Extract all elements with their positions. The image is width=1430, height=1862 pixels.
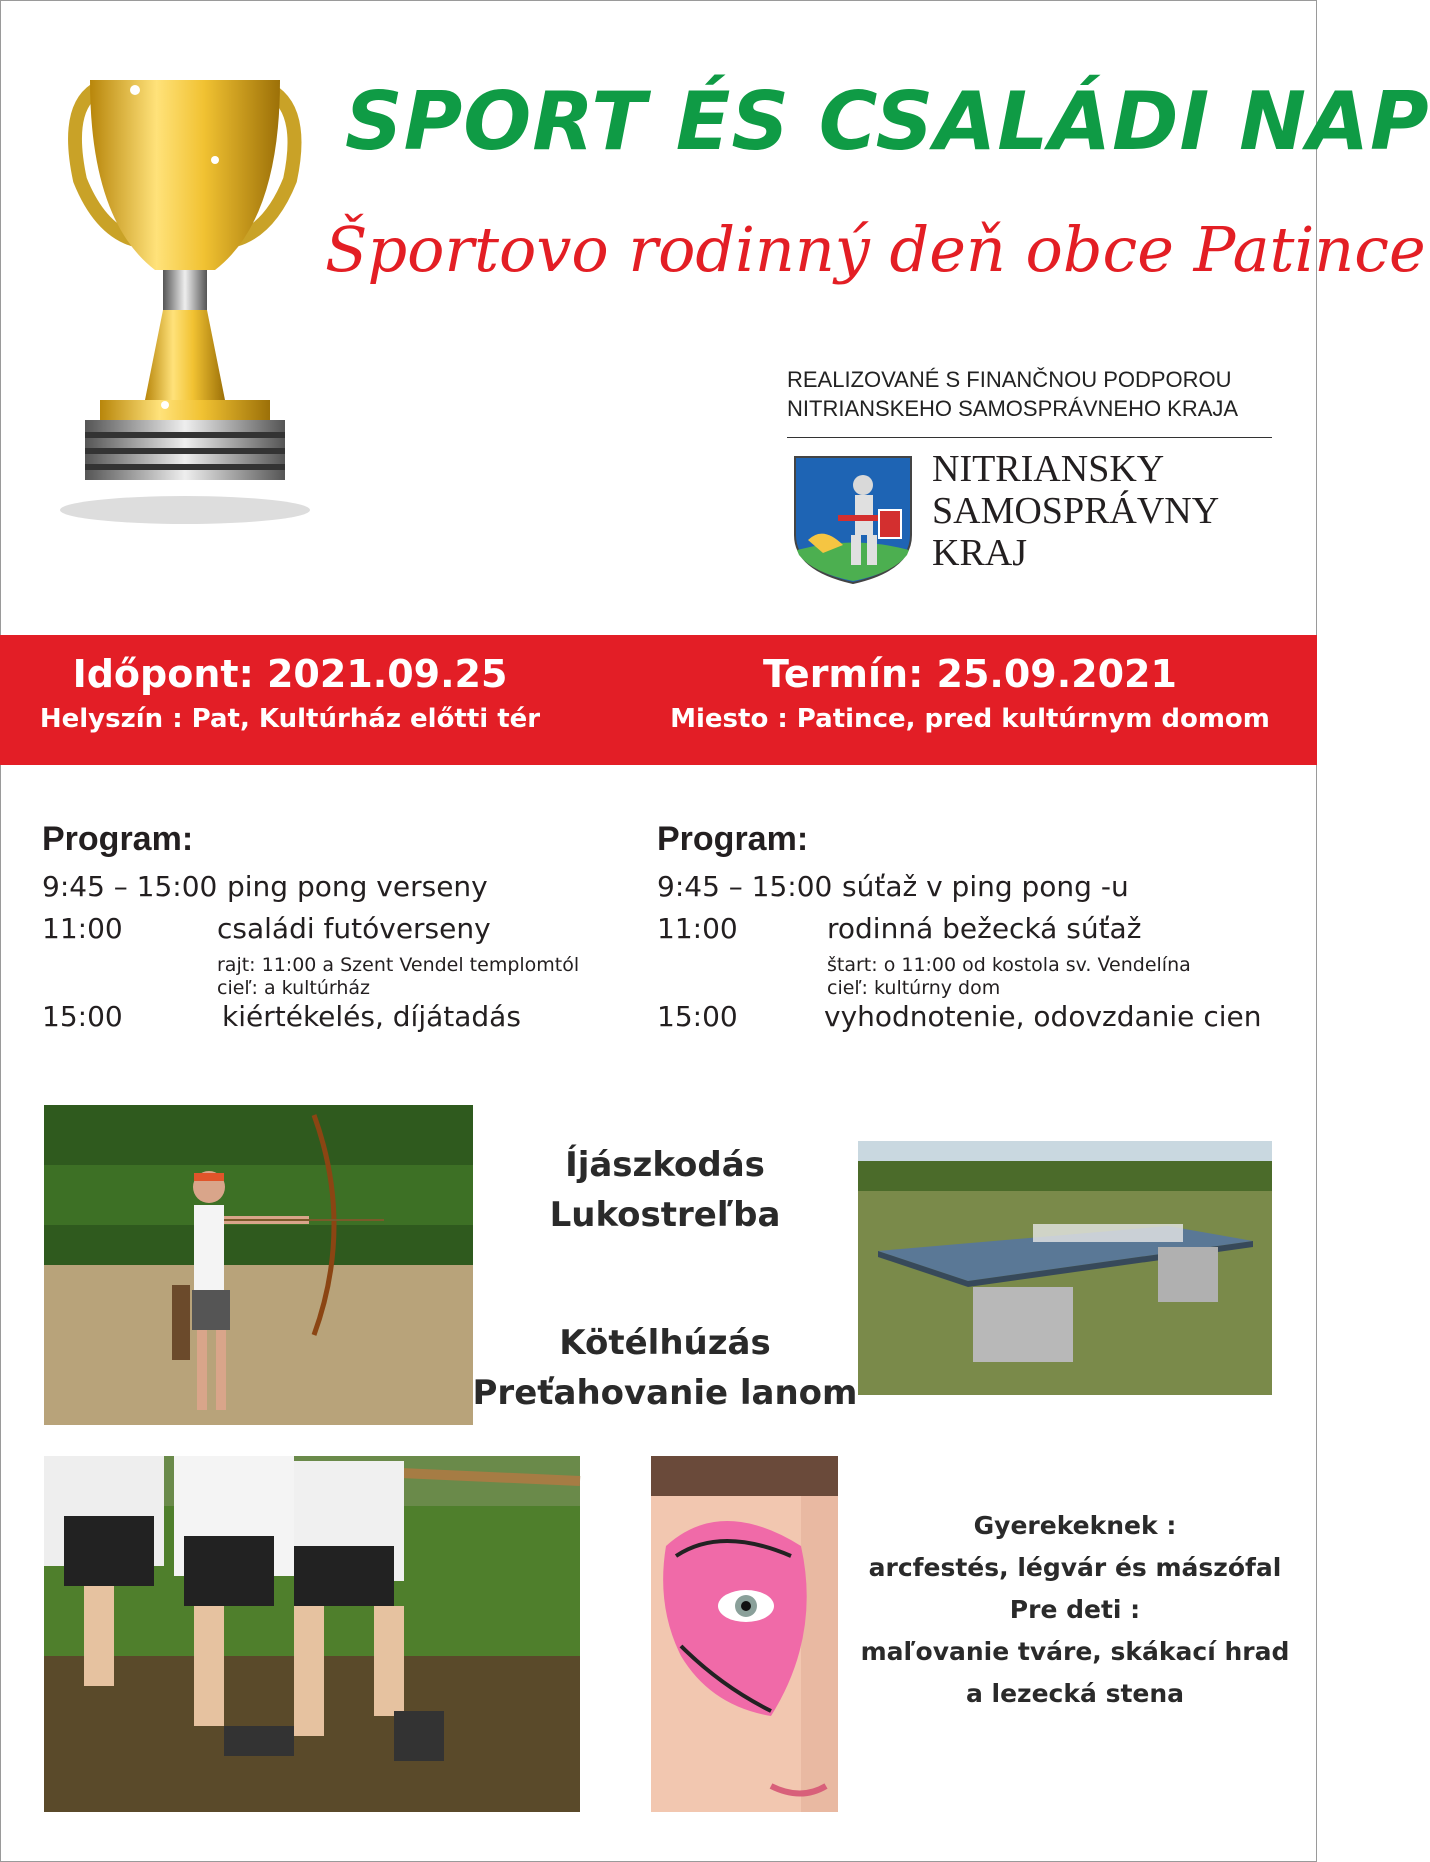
program-row <box>657 870 1297 912</box>
kids-text-sk-2: a lezecká stena <box>965 1679 1185 1708</box>
page-subtitle: Športovo rodinný deň obce Patince <box>325 213 1426 286</box>
program-row <box>42 870 622 912</box>
kids-heading-hu: Gyerekeknek : <box>973 1511 1177 1540</box>
activity-tug-hu: Kötélhúzás <box>559 1323 771 1363</box>
program-note <box>657 954 1297 1000</box>
kids-text-hu: arcfestés, légvár és mászófal <box>868 1553 1282 1582</box>
divider <box>787 437 1272 438</box>
program-time: 11:00 <box>42 912 123 945</box>
event-date-hu: Időpont: 2021.09.25 <box>72 652 508 696</box>
funding-line-2: NITRIANSKEHO SAMOSPRÁVNEHO KRAJA <box>787 396 1239 421</box>
ping-pong-table-photo <box>858 1141 1272 1395</box>
program-time: 15:00 <box>42 1000 123 1033</box>
program-row <box>42 1000 622 1042</box>
kids-heading-sk: Pre deti : <box>1009 1595 1141 1624</box>
program-event: rodinná bežecká súťaž <box>827 912 1142 945</box>
program-heading: Program: <box>657 820 809 858</box>
program-event: kiértékelés, díjátadás <box>222 1000 521 1033</box>
program-event: vyhodnotenie, odovzdanie cien <box>824 1000 1262 1033</box>
program-note-line: cieľ: a kultúrház <box>217 977 371 999</box>
funding-statement <box>787 365 1277 423</box>
program-time: 15:00 <box>657 1000 738 1033</box>
program-row <box>657 1000 1297 1042</box>
region-logo-text <box>932 448 1282 574</box>
program-time: 11:00 <box>657 912 738 945</box>
activities-list <box>470 1140 860 1418</box>
program-hungarian <box>42 820 622 1042</box>
program-note <box>42 954 622 1000</box>
coat-of-arms-icon <box>793 455 913 585</box>
region-name-line-2: SAMOSPRÁVNY <box>932 490 1220 532</box>
program-event: súťaž v ping pong -u <box>842 870 1129 903</box>
region-name-line-1: NITRIANSKY <box>932 448 1165 490</box>
face-painting-photo <box>651 1456 838 1812</box>
tug-of-war-photo <box>44 1456 580 1812</box>
activity-tug-sk: Preťahovanie lanom <box>472 1373 858 1413</box>
program-time: 9:45 – 15:00 <box>42 870 218 903</box>
archery-photo <box>44 1105 473 1425</box>
event-date-sk: Termín: 25.09.2021 <box>763 652 1177 696</box>
region-name-line-3: KRAJ <box>932 532 1028 574</box>
program-row <box>42 912 622 954</box>
program-slovak <box>657 820 1297 1042</box>
program-event: családi futóverseny <box>217 912 491 945</box>
program-note-line: rajt: 11:00 a Szent Vendel templomtól <box>217 954 580 976</box>
program-event: ping pong verseny <box>227 870 488 903</box>
program-note-line: cieľ: kultúrny dom <box>827 977 1001 999</box>
event-place-sk: Miesto : Patince, pred kultúrnym domom <box>670 704 1270 734</box>
program-heading: Program: <box>42 820 194 858</box>
page-title: SPORT ÉS CSALÁDI NAP <box>345 75 1430 168</box>
event-place-hu: Helyszín : Pat, Kultúrház előtti tér <box>39 704 541 734</box>
kids-activities <box>850 1505 1300 1715</box>
program-note-line: štart: o 11:00 od kostola sv. Vendelína <box>827 954 1191 976</box>
program-time: 9:45 – 15:00 <box>657 870 833 903</box>
funding-line-1: REALIZOVANÉ S FINANČNOU PODPOROU <box>787 367 1232 392</box>
band-hungarian <box>20 635 560 739</box>
kids-text-sk-1: maľovanie tváre, skákací hrad <box>860 1637 1290 1666</box>
activity-archery-sk: Lukostreľba <box>549 1195 781 1235</box>
trophy-icon <box>55 70 325 530</box>
date-location-band <box>0 635 1317 765</box>
program-row <box>657 912 1297 954</box>
band-slovak <box>645 635 1295 739</box>
activity-archery-hu: Íjászkodás <box>565 1145 765 1185</box>
